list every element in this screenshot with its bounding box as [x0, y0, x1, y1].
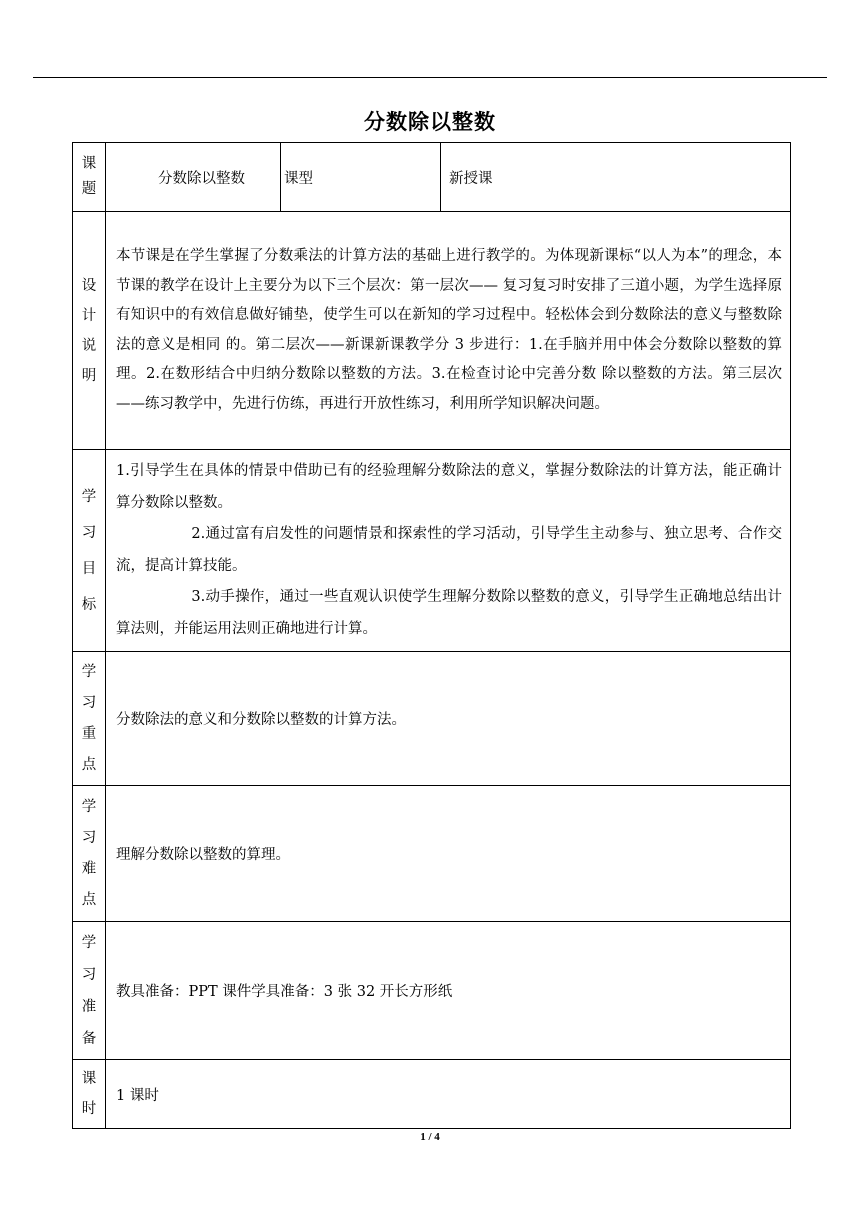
label-char: 课: [81, 156, 97, 172]
preparation-content: [106, 922, 791, 1060]
label-objectives: [73, 450, 106, 652]
label-char: 计: [81, 307, 97, 324]
label-char: 明: [81, 367, 97, 384]
label-char: 课: [81, 1071, 97, 1087]
label-periods: [73, 1060, 106, 1129]
label-char: 说: [81, 337, 97, 354]
label-char: 设: [81, 277, 97, 294]
page-number: 1 / 4: [420, 1131, 440, 1143]
label-char: 习: [81, 524, 97, 541]
label-difficulties: [73, 786, 106, 922]
row-key-points: [73, 652, 791, 786]
label-char: 学: [81, 934, 97, 951]
design-content: [106, 212, 791, 450]
type-label: 课型: [281, 143, 441, 212]
periods-text: 1 课时: [116, 1087, 159, 1104]
lesson-plan-table: [72, 142, 791, 1129]
row-topic: [73, 143, 791, 212]
topic-value: 分数除以整数: [106, 143, 281, 212]
label-char: 重: [81, 725, 97, 742]
objectives-content: [106, 450, 791, 652]
label-preparation: [73, 922, 106, 1060]
objective-item: 3.动手操作，通过一些直观认识使学生理解分数除以整数的意义，引导学生正确地总结出计算法则，并能运用法则正确地进行计算。: [116, 589, 782, 637]
label-char: 习: [81, 829, 97, 846]
difficulties-text: 理解分数除以整数的算理。: [116, 847, 290, 863]
label-char: 题: [81, 181, 97, 197]
key-points-content: [106, 652, 791, 786]
label-design: [73, 212, 106, 450]
key-points-text: 分数除法的意义和分数除以整数的计算方法。: [116, 712, 406, 728]
row-preparation: [73, 922, 791, 1060]
row-difficulties: [73, 786, 791, 922]
label-char: 习: [81, 966, 97, 983]
row-periods: [73, 1060, 791, 1129]
label-char: 标: [81, 596, 97, 613]
header-rule: [33, 77, 827, 78]
type-value: 新授课: [441, 143, 791, 212]
design-text: 本节课是在学生掌握了分数乘法的计算方法的基础上进行教学的。为体现新课标“以人为本”的理念，本节课的教学在设计上主要分为以下三个层次：第一层次—— 复习复习时安排了三道小题，为学生选择原有知识中的有效信息做好铺垫，使学生可以在新知的学习过程中。轻松体会到分数除法的意义与整数除法的意义是相同 的。第二层次——新课新课教学分 3 步进行：1.在手脑并用中体会分数除以整数的算理。2.在数形结合中归纳分数除以整数的方法。3.在检查讨论中完善分数 除以整数的方法。第三层次——练习教学中，先进行仿练，再进行开放性练习，利用所学知识解决问题。: [116, 248, 782, 412]
label-char: 备: [81, 1030, 97, 1047]
label-topic: [73, 143, 106, 212]
label-char: 点: [81, 756, 97, 773]
objective-item: 2.通过富有启发性的问题情景和探索性的学习活动，引导学生主动参与、独立思考、合作交流，提高计算技能。: [116, 526, 782, 574]
label-char: 学: [81, 488, 97, 505]
label-char: 习: [81, 694, 97, 711]
label-key-points: [73, 652, 106, 786]
label-char: 学: [81, 663, 97, 680]
label-char: 难: [81, 860, 97, 877]
label-char: 点: [81, 891, 97, 908]
label-char: 准: [81, 998, 97, 1015]
difficulties-content: [106, 786, 791, 922]
objective-item: 1.引导学生在具体的情景中借助已有的经验理解分数除法的意义，掌握分数除法的计算方法，能正确计算分数除以整数。: [116, 463, 782, 511]
preparation-text: 教具准备：PPT 课件学具准备：3 张 32 开长方形纸: [116, 984, 453, 1000]
row-design: [73, 212, 791, 450]
label-char: 时: [81, 1101, 97, 1117]
periods-content: [106, 1060, 791, 1129]
label-char: 学: [81, 798, 97, 815]
row-objectives: [73, 450, 791, 652]
document-title: 分数除以整数: [364, 110, 496, 134]
label-char: 目: [81, 560, 97, 577]
